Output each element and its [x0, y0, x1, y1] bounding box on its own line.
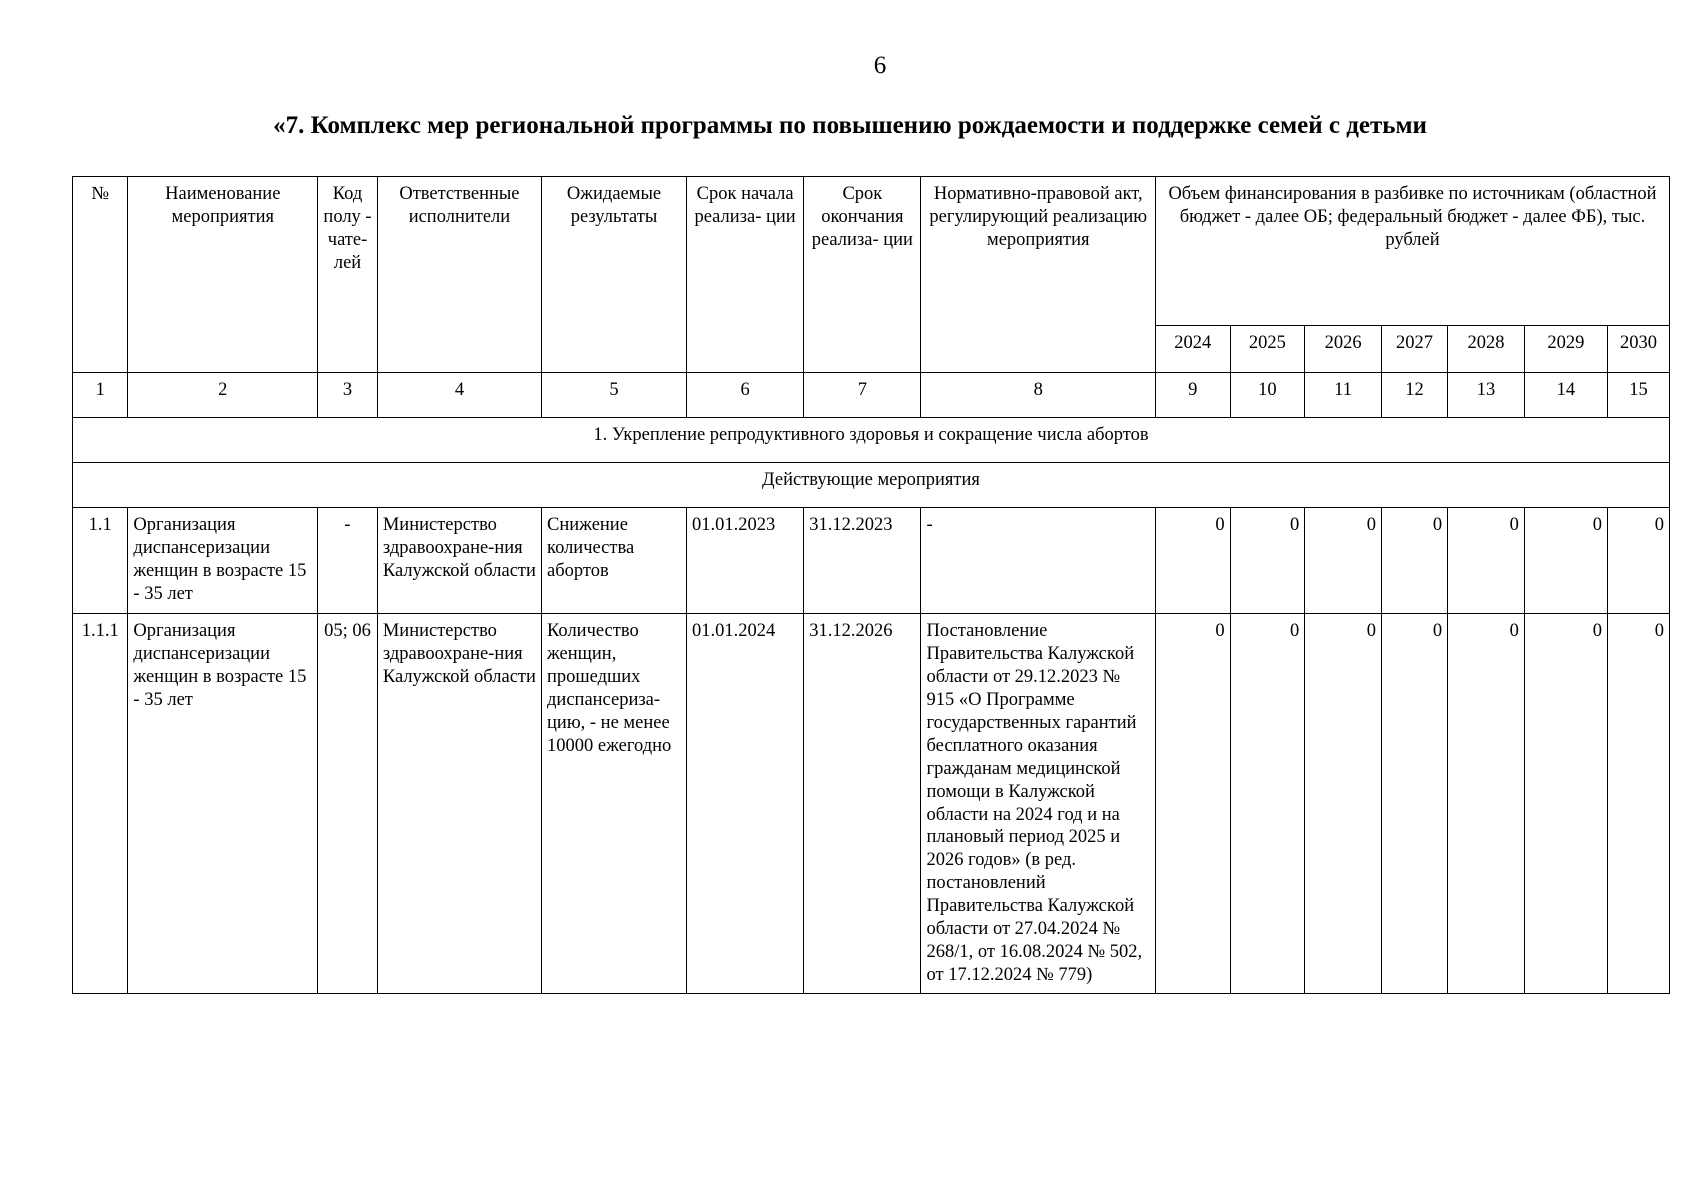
section-title: 1. Укрепление репродуктивного здоровья и сокращение числа абортов — [73, 418, 1670, 463]
header-start: Срок начала реализа- ции — [686, 177, 803, 373]
row-end-date: 31.12.2023 — [804, 508, 921, 614]
row-act: Постановление Правительства Калужской области от 29.12.2023 № 915 «О Программе государственных гарантий бесплатного оказания гражданам медицинской помощи в Калужской области на 2024 год и на плановый период 2025 и 2026 годов» (в ред. постановлений Правительства Калужской области от 27.04.2024 № 268/1, от 16.08.2024 № 502, от 17.12.2024 № 779) — [921, 614, 1156, 994]
row-value: 0 — [1607, 508, 1669, 614]
row-executor: Министерство здравоохране-ния Калужской области — [377, 508, 541, 614]
row-start-date: 01.01.2023 — [686, 508, 803, 614]
row-value: 0 — [1448, 508, 1525, 614]
year-cell: 2030 — [1607, 326, 1669, 373]
row-result: Количество женщин, прошедших диспансериза- цию, - не менее 10000 ежегодно — [542, 614, 687, 994]
year-cell: 2024 — [1156, 326, 1231, 373]
column-number: 2 — [128, 373, 318, 418]
row-value: 0 — [1230, 508, 1305, 614]
column-number: 14 — [1524, 373, 1607, 418]
column-number: 7 — [804, 373, 921, 418]
year-cell: 2026 — [1305, 326, 1382, 373]
year-cell: 2029 — [1524, 326, 1607, 373]
header-row — [73, 177, 1670, 326]
header-name: Наименование мероприятия — [128, 177, 318, 373]
row-executor: Министерство здравоохране-ния Калужской области — [377, 614, 541, 994]
column-number: 1 — [73, 373, 128, 418]
subsection-row — [73, 463, 1670, 508]
header-results: Ожидаемые результаты — [542, 177, 687, 373]
row-value: 0 — [1156, 508, 1231, 614]
column-number: 15 — [1607, 373, 1669, 418]
row-end-date: 31.12.2026 — [804, 614, 921, 994]
header-executors: Ответственные исполнители — [377, 177, 541, 373]
row-value: 0 — [1156, 614, 1231, 994]
row-value: 0 — [1524, 508, 1607, 614]
row-value: 0 — [1230, 614, 1305, 994]
row-act: - — [921, 508, 1156, 614]
subsection-title: Действующие мероприятия — [73, 463, 1670, 508]
column-number: 9 — [1156, 373, 1231, 418]
row-number: 1.1.1 — [73, 614, 128, 994]
header-code: Код полу - чате- лей — [318, 177, 378, 373]
column-number: 6 — [686, 373, 803, 418]
column-number: 11 — [1305, 373, 1382, 418]
row-value: 0 — [1381, 508, 1447, 614]
row-value: 0 — [1305, 614, 1382, 994]
row-result: Снижение количества абортов — [542, 508, 687, 614]
row-value: 0 — [1305, 508, 1382, 614]
row-value: 0 — [1381, 614, 1447, 994]
row-name: Организация диспансеризации женщин в возрасте 15 - 35 лет — [128, 508, 318, 614]
row-value: 0 — [1524, 614, 1607, 994]
column-number: 13 — [1448, 373, 1525, 418]
column-number: 12 — [1381, 373, 1447, 418]
header-end: Срок окончания реализа- ции — [804, 177, 921, 373]
year-cell: 2027 — [1381, 326, 1447, 373]
column-number: 10 — [1230, 373, 1305, 418]
row-value: 0 — [1448, 614, 1525, 994]
row-number: 1.1 — [73, 508, 128, 614]
row-start-date: 01.01.2024 — [686, 614, 803, 994]
year-cell: 2028 — [1448, 326, 1525, 373]
program-table — [72, 176, 1670, 994]
column-number: 4 — [377, 373, 541, 418]
row-name: Организация диспансеризации женщин в возрасте 15 - 35 лет — [128, 614, 318, 994]
table-row — [73, 508, 1670, 614]
column-number-row — [73, 373, 1670, 418]
header-financing: Объем финансирования в разбивке по источникам (областной бюджет - далее ОБ; федеральный бюджет - далее ФБ), тыс. рублей — [1156, 177, 1670, 326]
row-code: 05; 06 — [318, 614, 378, 994]
column-number: 8 — [921, 373, 1156, 418]
table-row — [73, 614, 1670, 994]
year-cell: 2025 — [1230, 326, 1305, 373]
column-number: 5 — [542, 373, 687, 418]
header-act: Нормативно-правовой акт, регулирующий реализацию мероприятия — [921, 177, 1156, 373]
header-number: № — [73, 177, 128, 373]
row-value: 0 — [1607, 614, 1669, 994]
document-title: «7. Комплекс мер региональной программы по повышению рождаемости и поддержке семей с детьми — [273, 112, 1427, 139]
section-row — [73, 418, 1670, 463]
row-code: - — [318, 508, 378, 614]
page-number: 6 — [873, 52, 887, 79]
column-number: 3 — [318, 373, 378, 418]
